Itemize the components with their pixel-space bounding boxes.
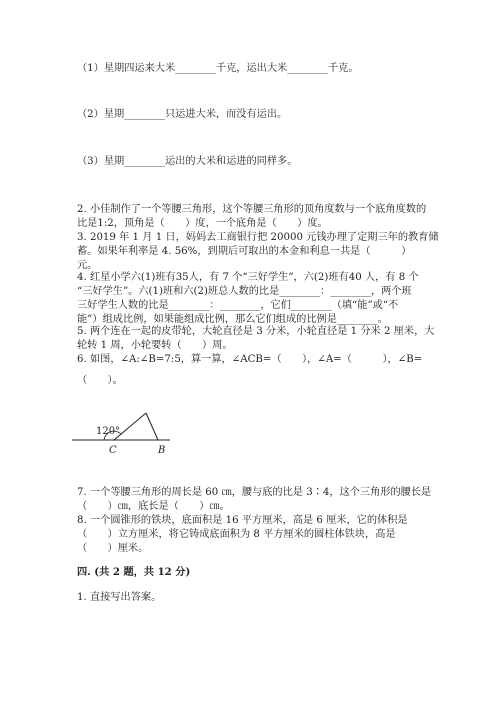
question-3-line-3: 元。 — [77, 260, 98, 271]
question-6-line-1: 6. 如图，∠A:∠B=7:5，算一算，∠ACB=（ ），∠A=（ ），∠B= — [77, 354, 423, 365]
vertex-c-label: C — [109, 445, 117, 456]
question-2-line-2: 比是1:2，顶角是（ ）度，一个底角是（ ）度。 — [77, 218, 328, 229]
vertex-b-label: B — [158, 445, 166, 456]
question-4-line-4: 能”）组成比例，如果能组成比例，那么它们组成的比例是________。 — [77, 314, 388, 325]
side-ab — [146, 413, 158, 440]
section-heading: 四. (共 2 题，共 12 分) — [77, 566, 191, 578]
question-6-line-2: （ ）。 — [77, 375, 123, 386]
sub-item-3: （3）星期________运出的大米和运进的同样多。 — [77, 156, 298, 167]
question-7-line-2: （ ）㎝，底长是（ ）㎝。 — [77, 501, 230, 512]
question-2-line-1: 2. 小佳制作了一个等腰三角形，这个等腰三角形的顶角度数与一个底角度数的 — [77, 204, 427, 215]
question-3-line-2: 蓄。如果年利率是 4. 56%，到期后可取出的本金和利息一共是（ ） — [77, 246, 412, 257]
question-4-line-1: 4. 红星小学六(1)班有35人，有 7 个“三好学生”，六(2)班有40 人，有 8 个 — [77, 272, 419, 283]
question-4-line-3: 三好学生人数的比是________：________，它们________（填“能”或“不 — [77, 300, 399, 311]
sub-item-1: （1）星期四运来大米________千克，运出大米________千克。 — [77, 63, 359, 74]
question-8-line-2: （ ）立方厘米，将它铸成底面积为 8 平方厘米的圆柱体铁块，高是 — [77, 529, 396, 540]
question-7-line-1: 7. 一个等腰三角形的周长是 60 ㎝，腰与底的比是 3∶4，这个三角形的腰长是 — [77, 487, 432, 498]
question-8-line-1: 8. 一个圆锥形的铁块，底面积是 16 平方厘米，高是 6 厘米，它的体积是 — [77, 515, 408, 526]
question-5-line-1: 5. 两个连在一起的皮带轮，大轮直径是 3 分米，小轮直径是 1 分米 2 厘米，大 — [77, 326, 435, 337]
question-direct-answer: 1. 直接写出答案。 — [77, 592, 162, 603]
angle-label: 120° — [96, 426, 121, 437]
sub-item-2: （2）星期________只运进大米，而没有运出。 — [77, 109, 288, 120]
question-4-line-2: “三好学生”。六(1)班和六(2)班总人数的比是________：________，两个班 — [77, 286, 412, 297]
question-8-line-3: （ ）厘米。 — [77, 543, 149, 554]
question-5-line-2: 轮转 1 周，小轮要转（ ）周。 — [77, 340, 233, 351]
triangle-figure — [70, 405, 180, 460]
question-3-line-1: 3. 2019 年 1 月 1 日，妈妈去工商银行把 20000 元钱办理了定期三年的教育储 — [77, 232, 439, 243]
